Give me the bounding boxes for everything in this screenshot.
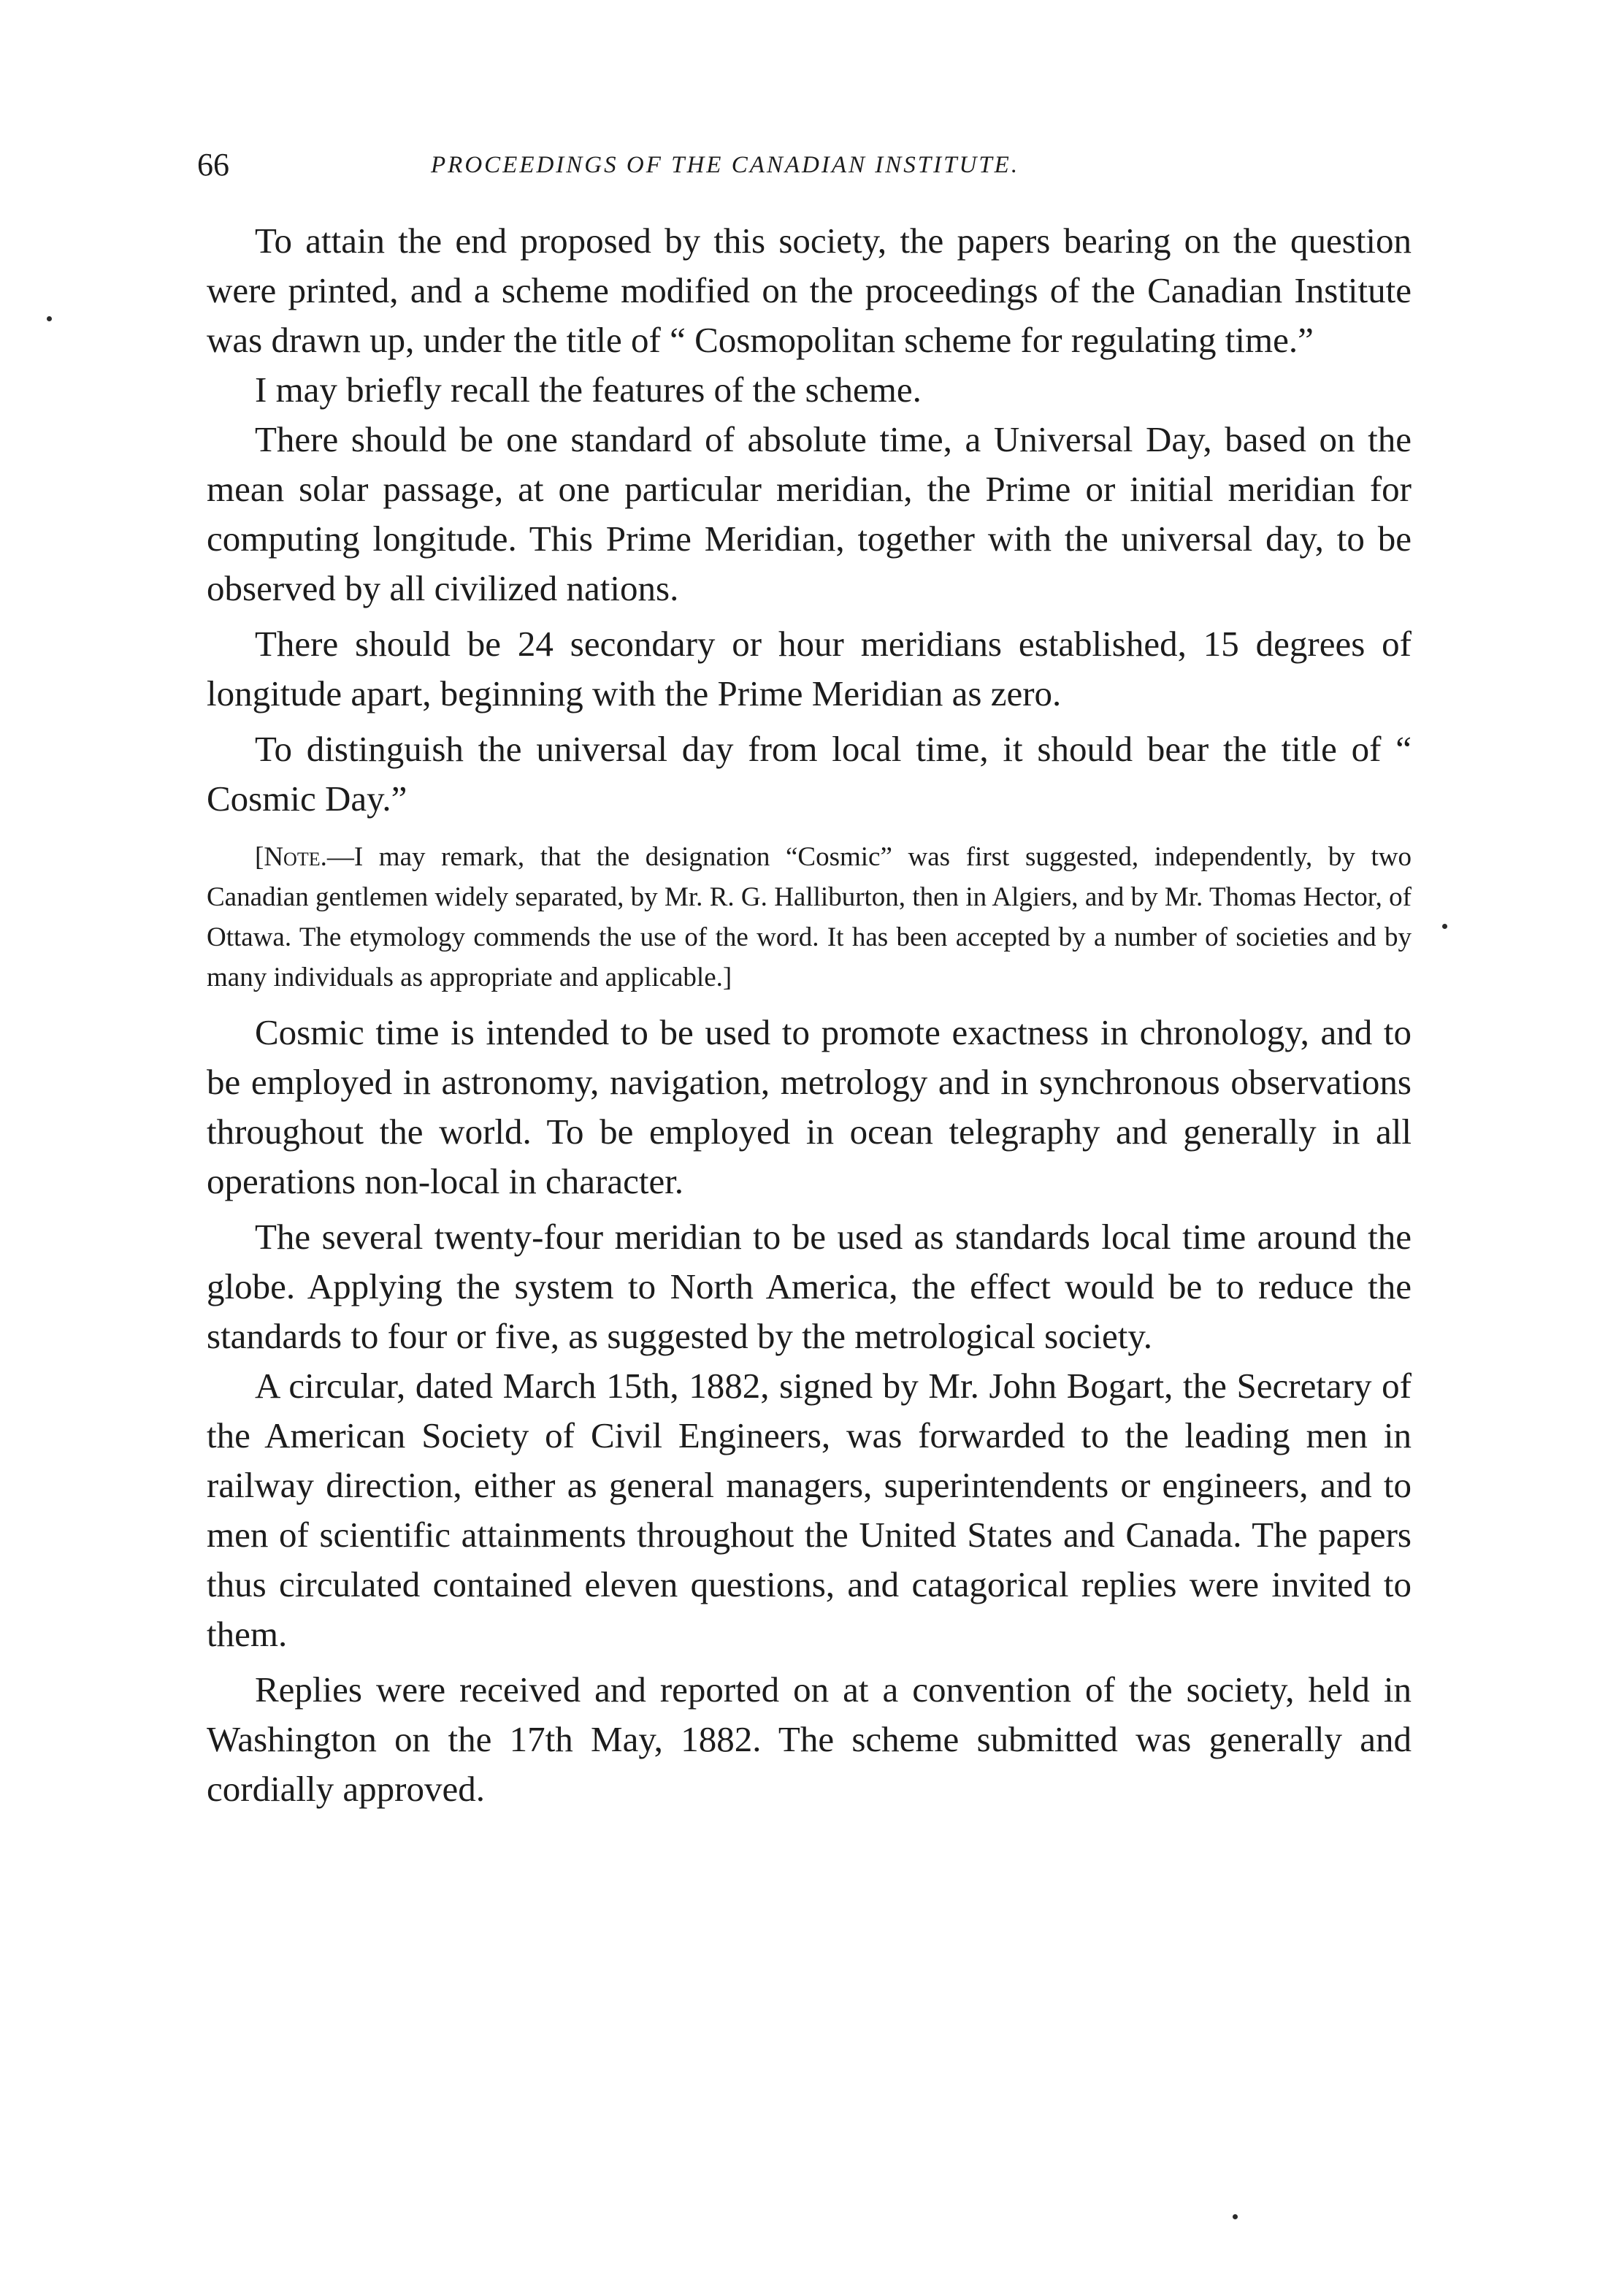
scan-speck xyxy=(1442,924,1447,929)
scan-speck xyxy=(47,316,52,321)
note-text: .—I may remark, that the designation “Cosmic” was first suggested, independently, by two Canadian gentlemen widely separated, by Mr. R. G. Halliburton, then in Algiers, and by Mr. Thomas Hector, of Ottawa. The etymology commends the use of the word. It has been accepted by a number of societies and by many individuals as appropriate and applicable.] xyxy=(207,842,1412,992)
paragraph-7: Cosmic time is intended to be used to promote exactness in chronology, and to be employed in astronomy, navigation, metrology and in synchronous observations throughout the world. To be employed in ocean telegraphy and generally in all operations non-local in character. xyxy=(207,1012,1412,1201)
scan-speck xyxy=(1233,2214,1238,2219)
page-header xyxy=(197,143,1183,187)
footnote-paragraph xyxy=(207,837,1412,998)
running-head: PROCEEDINGS OF THE CANADIAN INSTITUTE. xyxy=(431,152,1020,178)
paragraph-1: To attain the end proposed by this society, the papers bearing on the question were printed, and a scheme modified on the proceedings of the Canadian Institute was drawn up, under the title of “ Cosmopolitan scheme for regulating time.” xyxy=(207,221,1412,360)
paragraph-3: There should be one standard of absolute time, a Universal Day, based on the mean solar passage, at one particular meridian, the Prime or initial meridian for computing longitude. This Prime Meridian, together with the universal day, to be observed by all civilized nations. xyxy=(207,419,1412,608)
paragraph-5: To distinguish the universal day from local time, it should bear the title of “ Cosmic Day.” xyxy=(207,729,1412,819)
paragraph-4: There should be 24 secondary or hour meridians established, 15 degrees of longitude apart, beginning with the Prime Meridian as zero. xyxy=(207,624,1412,713)
note-open-bracket: [ xyxy=(255,842,264,872)
paragraph-9: A circular, dated March 15th, 1882, signed by Mr. John Bogart, the Secretary of the American Society of Civil Engineers, was forwarded to the leading men in railway direction, either as general managers, superintendents or engineers, and to men of scientific attainments throughout the United States and Canada. The papers thus circulated contained eleven questions, and catagorical replies were invited to them. xyxy=(207,1366,1412,1654)
paragraph-10: Replies were received and reported on at a convention of the society, held in Washington on the 17th May, 1882. The scheme submitted was generally and cordially approved. xyxy=(207,1669,1412,1809)
body-text xyxy=(207,216,1412,1814)
page-number: 66 xyxy=(197,147,229,183)
paragraph-2: I may briefly recall the features of the scheme. xyxy=(255,370,922,410)
note-label: Note xyxy=(264,842,321,872)
paragraph-8: The several twenty-four meridian to be used as standards local time around the globe. Applying the system to North America, the effect would be to reduce the standards to four or five, as suggested by the metrological society. xyxy=(207,1217,1412,1356)
